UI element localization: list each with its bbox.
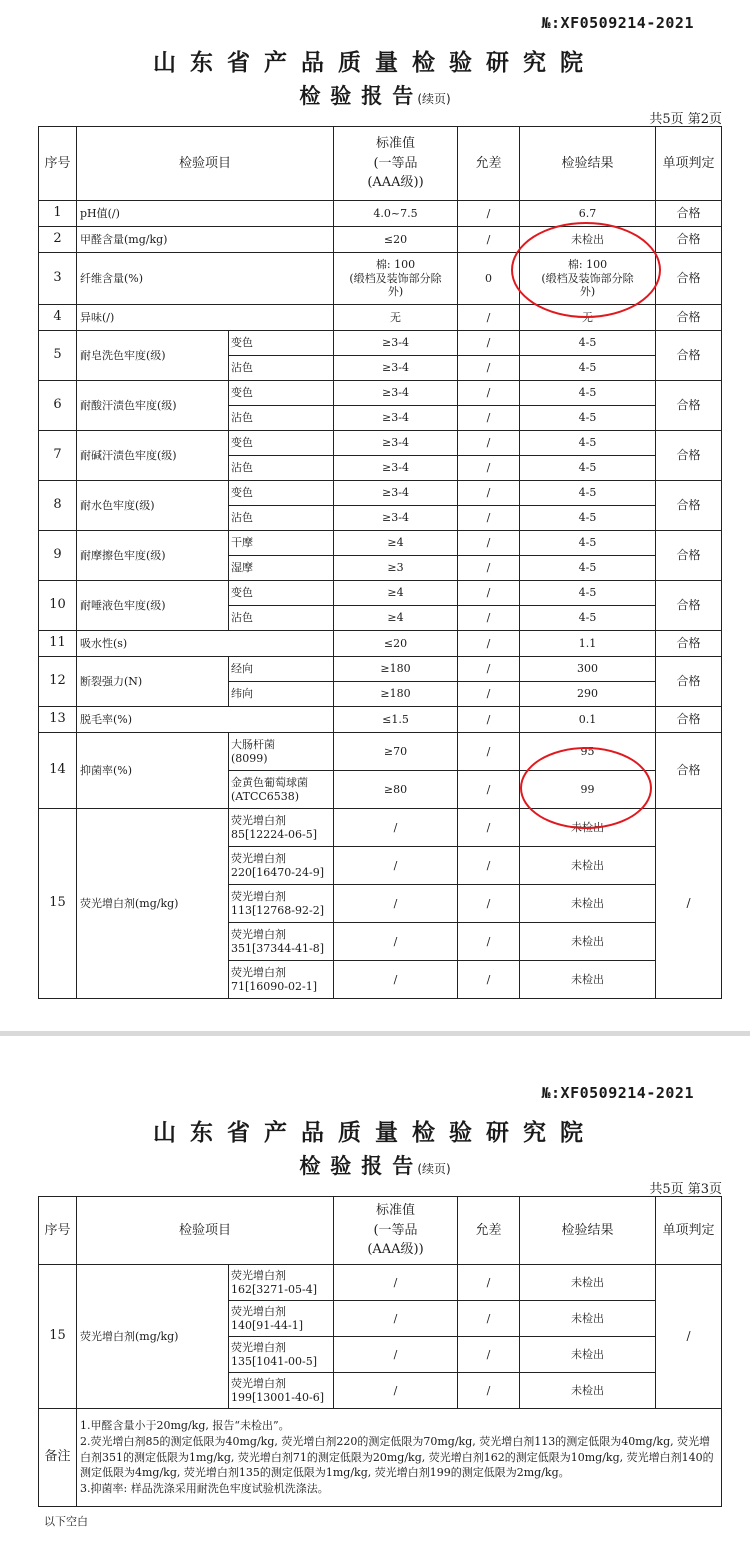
verdict-cell: 合格 <box>656 331 722 381</box>
tolerance-cell: / <box>458 581 520 606</box>
subitem-cell: 荧光增白剂 162[3271-05-4] <box>229 1265 334 1301</box>
inspection-table <box>38 1196 722 1507</box>
col-tolerance: 允差 <box>458 1197 520 1265</box>
result-cell: 99 <box>520 771 656 809</box>
seq-cell: 10 <box>39 581 77 631</box>
result-cell: 4-5 <box>520 606 656 631</box>
seq-cell: 4 <box>39 305 77 331</box>
item-cell: 耐皂洗色牢度(级) <box>77 331 229 381</box>
result-cell: 未检出 <box>520 1373 656 1409</box>
verdict-cell: 合格 <box>656 227 722 253</box>
result-cell: 0.1 <box>520 707 656 733</box>
item-cell: 脱毛率(%) <box>77 707 334 733</box>
seq-cell: 3 <box>39 253 77 305</box>
verdict-cell: 合格 <box>656 381 722 431</box>
result-cell: 4-5 <box>520 356 656 381</box>
col-verdict: 单项判定 <box>656 1197 722 1265</box>
standard-cell: ≥80 <box>334 771 458 809</box>
subitem-cell: 变色 <box>229 381 334 406</box>
tolerance-cell: / <box>458 1301 520 1337</box>
result-cell: 1.1 <box>520 631 656 657</box>
standard-cell: / <box>334 847 458 885</box>
subitem-cell: 沾色 <box>229 506 334 531</box>
result-cell: 4-5 <box>520 481 656 506</box>
continued-label: (续页) <box>417 1162 451 1176</box>
seq-cell: 13 <box>39 707 77 733</box>
standard-cell: ≤1.5 <box>334 707 458 733</box>
tolerance-cell: / <box>458 506 520 531</box>
result-cell: 4-5 <box>520 431 656 456</box>
seq-cell: 6 <box>39 381 77 431</box>
col-seq: 序号 <box>39 1197 77 1265</box>
result-cell: 未检出 <box>520 809 656 847</box>
table-row <box>39 631 722 657</box>
table-row <box>39 481 722 506</box>
standard-cell: ≤20 <box>334 631 458 657</box>
subitem-cell: 荧光增白剂 71[16090-02-1] <box>229 961 334 999</box>
table-row <box>39 531 722 556</box>
verdict-cell: 合格 <box>656 657 722 707</box>
subitem-cell: 大肠杆菌 (8099) <box>229 733 334 771</box>
col-tolerance: 允差 <box>458 127 520 201</box>
standard-cell: 4.0~7.5 <box>334 201 458 227</box>
tolerance-cell: / <box>458 1265 520 1301</box>
seq-cell: 2 <box>39 227 77 253</box>
page-divider <box>0 1031 750 1036</box>
remarks-row <box>39 1409 722 1507</box>
tolerance-cell: / <box>458 356 520 381</box>
result-cell: 4-5 <box>520 406 656 431</box>
subitem-cell: 金黄色葡萄球菌 (ATCC6538) <box>229 771 334 809</box>
item-cell: 耐唾液色牢度(级) <box>77 581 229 631</box>
report-title-text: 检验报告 <box>299 84 424 108</box>
standard-cell: ≥4 <box>334 531 458 556</box>
seq-cell: 9 <box>39 531 77 581</box>
subitem-cell: 变色 <box>229 431 334 456</box>
item-cell: 荧光增白剂(mg/kg) <box>77 809 229 999</box>
subitem-cell: 经向 <box>229 657 334 682</box>
result-cell: 未检出 <box>520 1301 656 1337</box>
item-cell: 抑菌率(%) <box>77 733 229 809</box>
standard-cell: ≥3-4 <box>334 506 458 531</box>
table-row <box>39 431 722 456</box>
standard-cell: ≥3-4 <box>334 331 458 356</box>
result-cell: 无 <box>520 305 656 331</box>
subitem-cell: 荧光增白剂 135[1041-00-5] <box>229 1337 334 1373</box>
page-info: 共5页 第2页 <box>649 112 722 127</box>
subitem-cell: 变色 <box>229 331 334 356</box>
table-row <box>39 1265 722 1301</box>
table-row <box>39 201 722 227</box>
institute-title: 山东省产品质量检验研究院 <box>153 50 597 76</box>
tolerance-cell: / <box>458 923 520 961</box>
standard-cell: ≥3-4 <box>334 381 458 406</box>
subitem-cell: 干摩 <box>229 531 334 556</box>
verdict-cell: 合格 <box>656 733 722 809</box>
item-cell: 荧光增白剂(mg/kg) <box>77 1265 229 1409</box>
standard-cell: / <box>334 961 458 999</box>
tolerance-cell: / <box>458 556 520 581</box>
item-cell: 吸水性(s) <box>77 631 334 657</box>
subitem-cell: 沾色 <box>229 456 334 481</box>
table-row <box>39 381 722 406</box>
standard-cell: / <box>334 1373 458 1409</box>
item-cell: 断裂强力(N) <box>77 657 229 707</box>
col-result: 检验结果 <box>520 1197 656 1265</box>
verdict-cell: / <box>656 1265 722 1409</box>
subitem-cell: 变色 <box>229 581 334 606</box>
tolerance-cell: / <box>458 961 520 999</box>
tolerance-cell: / <box>458 657 520 682</box>
tolerance-cell: / <box>458 406 520 431</box>
report-number: №:XF0509214-2021 <box>541 1084 694 1102</box>
tolerance-cell: / <box>458 1373 520 1409</box>
tolerance-cell: / <box>458 631 520 657</box>
seq-cell: 5 <box>39 331 77 381</box>
subitem-cell: 变色 <box>229 481 334 506</box>
subitem-cell: 荧光增白剂 85[12224-06-5] <box>229 809 334 847</box>
seq-cell: 15 <box>39 809 77 999</box>
tolerance-cell: / <box>458 227 520 253</box>
tolerance-cell: / <box>458 1337 520 1373</box>
tolerance-cell: / <box>458 331 520 356</box>
standard-cell: ≥180 <box>334 657 458 682</box>
result-cell: 未检出 <box>520 961 656 999</box>
seq-cell: 15 <box>39 1265 77 1409</box>
standard-cell: 棉: 100 (缎档及装饰部分除 外) <box>334 253 458 305</box>
tolerance-cell: / <box>458 531 520 556</box>
subitem-cell: 湿摩 <box>229 556 334 581</box>
tolerance-cell: / <box>458 771 520 809</box>
col-result: 检验结果 <box>520 127 656 201</box>
institute-title: 山东省产品质量检验研究院 <box>153 1120 597 1146</box>
subitem-cell: 荧光增白剂 351[37344-41-8] <box>229 923 334 961</box>
continued-label: (续页) <box>417 92 451 106</box>
standard-cell: ≥70 <box>334 733 458 771</box>
tolerance-cell: / <box>458 431 520 456</box>
table-row <box>39 657 722 682</box>
item-cell: pH值(/) <box>77 201 334 227</box>
seq-cell: 7 <box>39 431 77 481</box>
annotation-circle-fiber <box>511 222 661 318</box>
table-row <box>39 581 722 606</box>
col-item: 检验项目 <box>77 1197 334 1265</box>
item-cell: 甲醛含量(mg/kg) <box>77 227 334 253</box>
standard-cell: / <box>334 923 458 961</box>
standard-cell: ≥3-4 <box>334 456 458 481</box>
item-cell: 耐摩擦色牢度(级) <box>77 531 229 581</box>
blank-below-note: 以下空白 <box>44 1515 88 1528</box>
standard-cell: 无 <box>334 305 458 331</box>
tolerance-cell: / <box>458 481 520 506</box>
verdict-cell: 合格 <box>656 431 722 481</box>
page-info: 共5页 第3页 <box>649 1182 722 1197</box>
result-cell: 未检出 <box>520 1265 656 1301</box>
result-cell: 未检出 <box>520 885 656 923</box>
result-cell: 4-5 <box>520 381 656 406</box>
verdict-cell: / <box>656 809 722 999</box>
tolerance-cell: / <box>458 456 520 481</box>
result-cell: 4-5 <box>520 331 656 356</box>
result-cell: 未检出 <box>520 923 656 961</box>
standard-cell: / <box>334 809 458 847</box>
result-cell: 4-5 <box>520 456 656 481</box>
standard-cell: ≥4 <box>334 606 458 631</box>
verdict-cell: 合格 <box>656 581 722 631</box>
subitem-cell: 纬向 <box>229 682 334 707</box>
standard-cell: ≥3-4 <box>334 481 458 506</box>
tolerance-cell: / <box>458 733 520 771</box>
standard-cell: / <box>334 885 458 923</box>
col-standard: 标准值 (一等品 (AAA级)) <box>334 127 458 201</box>
col-standard: 标准值 (一等品 (AAA级)) <box>334 1197 458 1265</box>
remarks-label: 备注 <box>39 1409 77 1507</box>
tolerance-cell: / <box>458 682 520 707</box>
result-cell: 未检出 <box>520 227 656 253</box>
table-row <box>39 331 722 356</box>
report-number: №:XF0509214-2021 <box>541 14 694 32</box>
item-cell: 异味(/) <box>77 305 334 331</box>
table-body <box>39 1265 722 1507</box>
col-item: 检验项目 <box>77 127 334 201</box>
seq-cell: 14 <box>39 733 77 809</box>
tolerance-cell: 0 <box>458 253 520 305</box>
result-cell: 棉: 100 (缎档及装饰部分除 外) <box>520 253 656 305</box>
subitem-cell: 荧光增白剂 140[91-44-1] <box>229 1301 334 1337</box>
result-cell: 未检出 <box>520 1337 656 1373</box>
standard-cell: ≥3-4 <box>334 431 458 456</box>
tolerance-cell: / <box>458 809 520 847</box>
seq-cell: 12 <box>39 657 77 707</box>
report-page-3 <box>0 1070 750 1555</box>
report-title <box>0 1150 750 1180</box>
subitem-cell: 沾色 <box>229 356 334 381</box>
col-seq: 序号 <box>39 127 77 201</box>
tolerance-cell: / <box>458 201 520 227</box>
subitem-cell: 荧光增白剂 199[13001-40-6] <box>229 1373 334 1409</box>
verdict-cell: 合格 <box>656 201 722 227</box>
standard-cell: / <box>334 1337 458 1373</box>
result-cell: 300 <box>520 657 656 682</box>
result-cell: 95 <box>520 733 656 771</box>
verdict-cell: 合格 <box>656 707 722 733</box>
report-title <box>0 80 750 110</box>
tolerance-cell: / <box>458 885 520 923</box>
verdict-cell: 合格 <box>656 631 722 657</box>
verdict-cell: 合格 <box>656 481 722 531</box>
subitem-cell: 沾色 <box>229 606 334 631</box>
seq-cell: 1 <box>39 201 77 227</box>
verdict-cell: 合格 <box>656 305 722 331</box>
result-cell: 4-5 <box>520 581 656 606</box>
standard-cell: ≥3-4 <box>334 406 458 431</box>
seq-cell: 8 <box>39 481 77 531</box>
result-cell: 290 <box>520 682 656 707</box>
item-cell: 耐水色牢度(级) <box>77 481 229 531</box>
tolerance-cell: / <box>458 305 520 331</box>
standard-cell: ≥4 <box>334 581 458 606</box>
table-body <box>39 201 722 999</box>
standard-cell: / <box>334 1265 458 1301</box>
col-verdict: 单项判定 <box>656 127 722 201</box>
tolerance-cell: / <box>458 707 520 733</box>
tolerance-cell: / <box>458 847 520 885</box>
result-cell: 未检出 <box>520 847 656 885</box>
standard-cell: ≥3-4 <box>334 356 458 381</box>
item-cell: 耐酸汗渍色牢度(级) <box>77 381 229 431</box>
seq-cell: 11 <box>39 631 77 657</box>
tolerance-cell: / <box>458 606 520 631</box>
report-title-text: 检验报告 <box>299 1154 424 1178</box>
annotation-circle-antibacterial <box>520 747 652 829</box>
result-cell: 4-5 <box>520 556 656 581</box>
verdict-cell: 合格 <box>656 253 722 305</box>
standard-cell: ≥3 <box>334 556 458 581</box>
standard-cell: / <box>334 1301 458 1337</box>
result-cell: 4-5 <box>520 506 656 531</box>
subitem-cell: 荧光增白剂 113[12768-92-2] <box>229 885 334 923</box>
item-cell: 耐碱汗渍色牢度(级) <box>77 431 229 481</box>
standard-cell: ≤20 <box>334 227 458 253</box>
subitem-cell: 荧光增白剂 220[16470-24-9] <box>229 847 334 885</box>
result-cell: 6.7 <box>520 201 656 227</box>
table-row <box>39 707 722 733</box>
remarks-text: 1.甲醛含量小于20mg/kg, 报告“未检出”。 2.荧光增白剂85的测定低限为40mg/kg, 荧光增白剂220的测定低限为70mg/kg, 荧光增白剂113的测定低限为40mg/kg, 荧光增白剂351的测定低限为1mg/kg, 荧光增白剂71的测定低限为20mg/kg, 荧光增白剂162的测定低限为10mg/kg, 荧光增白剂140的测定低限为4mg/kg, 荧光增白剂135的测定低限为1mg/kg, 荧光增白剂199的测定低限为2mg/kg。 3.抑菌率: 样品洗涤采用耐洗色牢度试验机洗涤法。 <box>77 1409 722 1507</box>
item-cell: 纤维含量(%) <box>77 253 334 305</box>
result-cell: 4-5 <box>520 531 656 556</box>
tolerance-cell: / <box>458 381 520 406</box>
standard-cell: ≥180 <box>334 682 458 707</box>
subitem-cell: 沾色 <box>229 406 334 431</box>
verdict-cell: 合格 <box>656 531 722 581</box>
